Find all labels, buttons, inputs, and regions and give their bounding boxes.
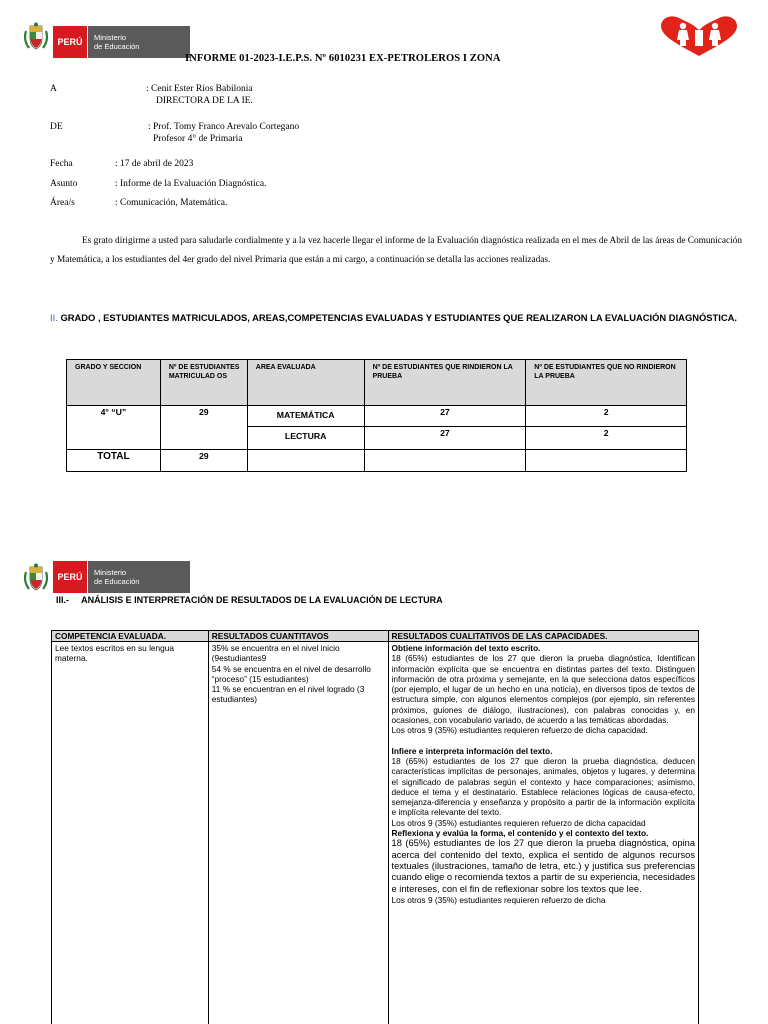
table-row: [67, 406, 687, 427]
enrolled-cell: 29: [160, 406, 247, 450]
quant-result: 54 % se encuentra en el nivel de desarrollo “proceso” (15 estudiantes): [211, 663, 371, 684]
ministry-line-1: Ministerio: [94, 33, 127, 42]
area-cell: MATEMÁTICA: [247, 406, 364, 427]
table-header-row: [52, 631, 699, 642]
section-2-heading: [50, 313, 740, 323]
subject-value: : Informe de la Evaluación Diagnóstica.: [115, 179, 267, 189]
date-value: : 17 de abril de 2023: [115, 159, 194, 169]
capacity-rest: Los otros 9 (35%) estudiantes requieren refuerzo de dicha capacidad: [391, 817, 646, 828]
intro-paragraph: Es grato dirigirme a usted para saludarle cordialmente y a la vez hacerle llegar el informe de la Evaluación diagnóstica realizada en el mes de Abril de las áreas de Comunicación y Matemática, a los estudiantes del 4er grado del nivel Primaria que están a mi cargo, a continuación se detalla las acciones realizadas.: [50, 236, 742, 265]
col-header-competence: COMPETENCIA EVALUADA.: [52, 631, 209, 642]
col-header-not-took: Nº DE ESTUDIANTES QUE NO RINDIERON LA PRUEBA: [526, 360, 687, 406]
quant-result: 35% se encuentra en el nivel inicio (9estudiantes9: [211, 643, 340, 664]
from-label: DE: [50, 122, 63, 132]
ministry-label: [88, 26, 190, 58]
total-label: TOTAL: [67, 450, 161, 472]
from-role: Profesor 4° de Primaria: [153, 134, 243, 144]
empty-cell: [526, 450, 687, 472]
section-2-number: II.: [50, 312, 58, 323]
capacity-body: 18 (65%) estudiantes de los 27 que dieron la prueba diagnóstica, Identifican información explícita que se encuentra en distintas partes del texto. Distinguen información de otra próxima y semejante, en la que selecciona datos específicos (por ejemplo, el lugar de un hecho en una noticia), en diversos tipos de textos de estructura simple, con algunos elementos complejos (por ejemplo, sin referentes próximos, guiones de diálogo, ilustraciones), con palabras conocidas y, en ocasiones, con vocabulario variado, de acuerdo a las temáticas abordadas.: [391, 653, 695, 726]
col-header-quantitative: RESULTADOS CUANTITAVOS: [208, 631, 388, 642]
capacity-heading: Reflexiona y evalúa la forma, el contenido y el contexto del texto.: [391, 828, 649, 839]
area-cell: LECTURA: [247, 427, 364, 450]
took-cell: 27: [364, 406, 526, 427]
not-took-cell: 2: [526, 406, 687, 427]
empty-cell: [364, 450, 526, 472]
capacity-heading: Obtiene información del texto escrito.: [391, 643, 541, 653]
children-heart-logo: [657, 14, 741, 58]
to-label: A: [50, 84, 57, 94]
col-header-took: Nº DE ESTUDIANTES QUE RINDIERON LA PRUEBA: [364, 360, 526, 406]
table-total-row: [67, 450, 687, 472]
empty-cell: [247, 450, 364, 472]
capacity-body: 18 (65%) estudiantes de los 27 que dieron la prueba diagnóstica, deducen características implícitas de personajes, animales, objetos y lugares, y determina el significado de palabras según el contexto y hace comparaciones; asimismo, deduce el tema y el destinatario. Establece relaciones lógicas de causa-efecto, semejanza-diferencia y enseñanza y propósito a partir de la información explícita e implícita relevante del texto.: [391, 755, 695, 818]
capacity-body: 18 (65%) estudiantes de los 27 que dieron la prueba diagnóstica, opina acerca del contenido del texto, explica el sentido de algunos recursos textuales (ilustraciones, tamaño de letra, etc.) y justifica sus preferencias cuando elige o recomienda textos a partir de su experiencia, necesidades e intereses, con el fin de reflexionar sobre los textos que lee.: [391, 838, 695, 894]
from-name: : Prof. Tomy Franco Arevalo Cortegano: [148, 122, 300, 132]
peru-text: PERÚ: [57, 572, 83, 582]
ministry-label: [88, 561, 190, 593]
date-label: Fecha: [50, 159, 73, 169]
capacity-rest: Los otros 9 (35%) estudiantes requieren refuerzo de dicha capacidad.: [391, 725, 648, 736]
peru-label: [53, 26, 87, 58]
ministry-line-1: Ministerio: [94, 568, 127, 577]
subject-label: Asunto: [50, 179, 78, 189]
col-header-grade: GRADO Y SECCION: [67, 360, 161, 406]
ministry-line-2: de Educación: [94, 42, 140, 51]
grade-cell: 4° “U”: [67, 406, 161, 450]
table-row: [52, 642, 699, 1024]
to-name: : Cenit Ester Ríos Babilonia: [146, 84, 253, 94]
capacity-heading: Infiere e interpreta información del texto.: [391, 745, 553, 756]
table-header-row: [67, 360, 687, 406]
quantitative-cell: [208, 642, 388, 1024]
quant-result: 11 % se encuentran en el nivel logrado (3 estudiantes): [211, 684, 365, 705]
took-cell: 27: [364, 427, 526, 450]
areas-value: : Comunicación, Matemática.: [115, 198, 228, 208]
to-role: DIRECTORA DE LA IE.: [156, 96, 253, 106]
not-took-cell: 2: [526, 427, 687, 450]
peru-text: PERÚ: [57, 37, 83, 47]
total-enrolled: 29: [160, 450, 247, 472]
areas-label: Área/s: [50, 198, 75, 208]
peru-coat-of-arms-icon: [23, 563, 49, 598]
col-header-area: AREA EVALUADA: [247, 360, 364, 406]
reading-analysis-table: [51, 630, 699, 1024]
peru-label: [53, 561, 87, 593]
section-3-heading: III.- ANÁLISIS E INTERPRETACIÓN DE RESULTADOS DE LA EVALUACIÓN DE LECTURA: [56, 595, 443, 605]
capacity-rest: Los otros 9 (35%) estudiantes requieren refuerzo de dicha: [391, 894, 606, 905]
section-2-title: GRADO , ESTUDIANTES MATRICULADOS, AREAS,COMPETENCIAS EVALUADAS Y ESTUDIANTES QUE REALIZARON LA EVALUACIÓN DIAGNÓSTICA.: [60, 312, 738, 323]
ministry-line-2: de Educación: [94, 577, 140, 586]
competence-cell: Lee textos escritos en su lengua materna.: [52, 642, 209, 1024]
report-title: INFORME 01-2023-I.E.P.S. Nº 6010231 EX-PETROLEROS I ZONA: [185, 53, 501, 64]
peru-coat-of-arms-icon: [23, 22, 49, 57]
col-header-qualitative: RESULTADOS CUALITATIVOS DE LAS CAPACIDADES.: [388, 631, 698, 642]
qualitative-cell: [388, 642, 698, 1024]
students-table: [66, 359, 687, 472]
col-header-enrolled: Nº DE ESTUDIANTES MATRICULAD OS: [160, 360, 247, 406]
